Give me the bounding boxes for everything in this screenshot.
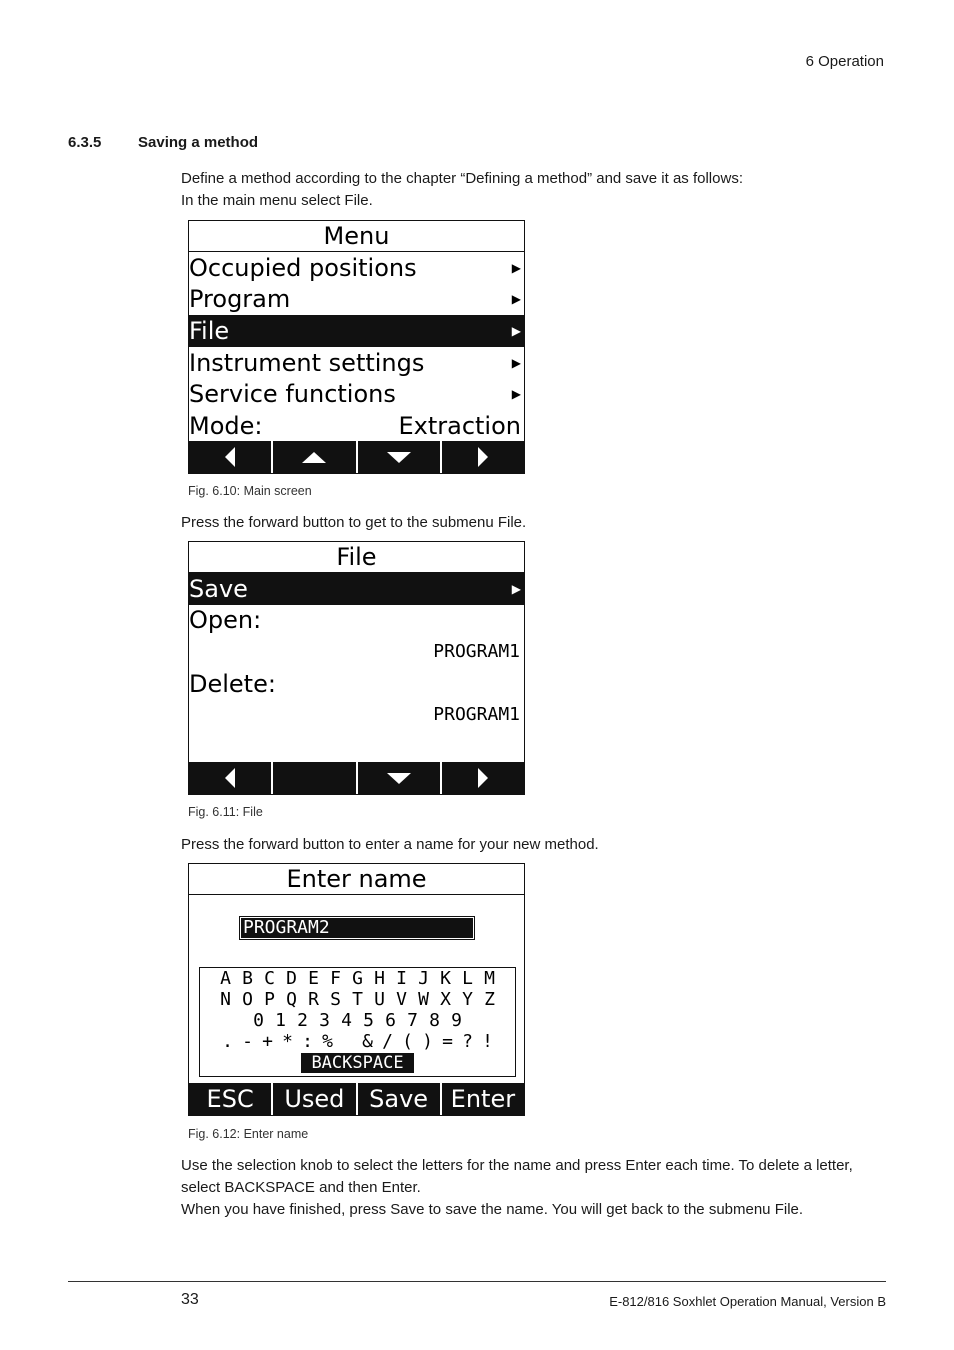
key[interactable]: P bbox=[264, 989, 275, 1010]
softkey-bar bbox=[189, 441, 524, 473]
key[interactable]: E bbox=[308, 968, 319, 989]
forward-button[interactable] bbox=[442, 762, 524, 794]
paragraph-select-file: In the main menu select File. bbox=[181, 192, 373, 209]
file-screen bbox=[188, 541, 525, 795]
forward-button[interactable] bbox=[442, 441, 524, 473]
key[interactable]: 1 bbox=[275, 1010, 286, 1031]
arrow-right-icon: ▶ bbox=[511, 355, 521, 370]
key[interactable]: 2 bbox=[297, 1010, 308, 1031]
keyboard-row-letters-1 bbox=[200, 968, 515, 989]
key[interactable]: G bbox=[352, 968, 363, 989]
arrow-right-icon: ▶ bbox=[511, 581, 521, 596]
key[interactable]: & bbox=[362, 1031, 373, 1052]
page-number: 33 bbox=[181, 1291, 199, 1308]
arrow-left-icon bbox=[225, 768, 235, 788]
key[interactable]: V bbox=[396, 989, 407, 1010]
key[interactable]: 4 bbox=[341, 1010, 352, 1031]
menu-item-program[interactable] bbox=[189, 284, 524, 316]
keyboard-row-letters-2 bbox=[200, 989, 515, 1010]
key[interactable]: - bbox=[242, 1031, 253, 1052]
chapter-header: 6 Operation bbox=[805, 53, 884, 70]
arrow-up-icon bbox=[302, 452, 326, 463]
key[interactable]: Z bbox=[484, 989, 495, 1010]
paragraph-forward-name: Press the forward button to enter a name for your new method. bbox=[181, 836, 599, 853]
key[interactable]: ) bbox=[422, 1031, 433, 1052]
section-number: 6.3.5 bbox=[68, 134, 102, 151]
delete-program-value: PROGRAM1 bbox=[433, 704, 520, 726]
enter-name-screen bbox=[188, 863, 525, 1116]
open-program-value: PROGRAM1 bbox=[433, 641, 520, 663]
enter-button[interactable]: Enter bbox=[450, 1085, 516, 1113]
menu-item-service-functions[interactable] bbox=[189, 378, 524, 410]
empty-softkey bbox=[273, 762, 357, 794]
file-item-open[interactable] bbox=[189, 605, 524, 637]
key[interactable]: B bbox=[242, 968, 253, 989]
key[interactable]: T bbox=[352, 989, 363, 1010]
key[interactable]: K bbox=[440, 968, 451, 989]
key[interactable]: 6 bbox=[385, 1010, 396, 1031]
softkey-bar bbox=[189, 762, 524, 794]
arrow-right-icon bbox=[478, 768, 488, 788]
mode-row bbox=[189, 410, 524, 442]
key[interactable]: . bbox=[222, 1031, 233, 1052]
key[interactable]: 8 bbox=[429, 1010, 440, 1031]
arrow-left-icon bbox=[225, 447, 235, 467]
menu-screen bbox=[188, 220, 525, 474]
file-item-label: Delete: bbox=[189, 669, 276, 698]
menu-item-label: Instrument settings bbox=[189, 348, 425, 377]
footer-rule bbox=[68, 1281, 886, 1282]
key[interactable]: A bbox=[220, 968, 231, 989]
figure-caption: Fig. 6.12: Enter name bbox=[188, 1127, 309, 1141]
esc-button[interactable]: ESC bbox=[189, 1083, 273, 1115]
key[interactable]: 5 bbox=[363, 1010, 374, 1031]
key[interactable]: 7 bbox=[407, 1010, 418, 1031]
key[interactable]: % bbox=[322, 1031, 333, 1052]
key[interactable]: * bbox=[282, 1031, 293, 1052]
paragraph-forward-file: Press the forward button to get to the submenu File. bbox=[181, 514, 527, 531]
menu-item-occupied-positions[interactable] bbox=[189, 252, 524, 284]
key[interactable]: = bbox=[442, 1031, 453, 1052]
key[interactable]: M bbox=[484, 968, 495, 989]
key[interactable]: L bbox=[462, 968, 473, 989]
arrow-right-icon: ▶ bbox=[511, 292, 521, 307]
used-button[interactable]: Used bbox=[273, 1083, 357, 1115]
key[interactable]: + bbox=[262, 1031, 273, 1052]
key[interactable]: W bbox=[418, 989, 429, 1010]
key[interactable]: 0 bbox=[253, 1010, 264, 1031]
mode-label: Mode: bbox=[189, 411, 263, 440]
key[interactable]: I bbox=[396, 968, 407, 989]
save-button[interactable]: Save bbox=[358, 1083, 442, 1115]
arrow-down-icon bbox=[387, 773, 411, 784]
key-space[interactable] bbox=[341, 1031, 355, 1052]
figure-caption: Fig. 6.10: Main screen bbox=[188, 484, 312, 498]
file-item-save[interactable] bbox=[189, 573, 524, 605]
menu-screen-title: Menu bbox=[189, 221, 524, 252]
file-item-delete[interactable] bbox=[189, 668, 524, 700]
section-title: Saving a method bbox=[138, 134, 259, 151]
file-screen-title: File bbox=[189, 542, 524, 573]
mode-value: Extraction bbox=[398, 411, 521, 440]
file-item-label: Save bbox=[189, 574, 248, 603]
menu-item-instrument-settings[interactable] bbox=[189, 347, 524, 379]
menu-item-label: Service functions bbox=[189, 380, 396, 409]
key[interactable]: J bbox=[418, 968, 429, 989]
keyboard-row-symbols bbox=[200, 1031, 515, 1052]
arrow-right-icon: ▶ bbox=[511, 260, 521, 275]
file-item-label: Open: bbox=[189, 606, 262, 635]
arrow-down-icon bbox=[387, 452, 411, 463]
down-button[interactable] bbox=[358, 441, 442, 473]
up-button[interactable] bbox=[273, 441, 357, 473]
figure-caption: Fig. 6.11: File bbox=[188, 805, 263, 819]
arrow-right-icon: ▶ bbox=[511, 323, 521, 338]
key[interactable]: ? bbox=[462, 1031, 473, 1052]
menu-item-label: Occupied positions bbox=[189, 253, 417, 282]
menu-item-label: File bbox=[189, 316, 230, 345]
menu-item-file[interactable] bbox=[189, 315, 524, 347]
key[interactable]: 3 bbox=[319, 1010, 330, 1031]
name-input-value: PROGRAM2 bbox=[241, 918, 473, 938]
paragraph-intro: Define a method according to the chapter “Defining a method” and save it as follows: bbox=[181, 170, 743, 187]
key[interactable]: Q bbox=[286, 989, 297, 1010]
key[interactable]: X bbox=[440, 989, 451, 1010]
paragraph-finish: When you have finished, press Save to save the name. You will get back to the submenu File. bbox=[181, 1201, 804, 1218]
name-input[interactable] bbox=[239, 916, 475, 940]
key[interactable]: : bbox=[302, 1031, 313, 1052]
key[interactable]: 9 bbox=[451, 1010, 462, 1031]
softkey-bar bbox=[189, 1083, 524, 1115]
key[interactable]: N bbox=[220, 989, 231, 1010]
arrow-right-icon bbox=[478, 447, 488, 467]
character-keyboard bbox=[199, 967, 516, 1077]
down-button[interactable] bbox=[358, 762, 442, 794]
key[interactable]: O bbox=[242, 989, 253, 1010]
key[interactable]: D bbox=[286, 968, 297, 989]
key[interactable]: H bbox=[374, 968, 385, 989]
key[interactable]: Y bbox=[462, 989, 473, 1010]
keyboard-row-digits bbox=[200, 1010, 515, 1031]
back-button[interactable] bbox=[189, 441, 273, 473]
paragraph-selection-knob: Use the selection knob to select the letters for the name and press Enter each time. To delete a letter, select BACKSPACE and then Enter. bbox=[181, 1157, 853, 1196]
key[interactable]: F bbox=[330, 968, 341, 989]
back-button[interactable] bbox=[189, 762, 273, 794]
arrow-right-icon: ▶ bbox=[511, 387, 521, 402]
manual-title: E-812/816 Soxhlet Operation Manual, Version B bbox=[609, 1294, 886, 1309]
menu-item-label: Program bbox=[189, 285, 291, 314]
key[interactable]: / bbox=[382, 1031, 393, 1052]
key[interactable]: C bbox=[264, 968, 275, 989]
backspace-key[interactable]: BACKSPACE bbox=[301, 1053, 413, 1073]
key[interactable]: U bbox=[374, 989, 385, 1010]
key[interactable]: R bbox=[308, 989, 319, 1010]
key[interactable]: ( bbox=[402, 1031, 413, 1052]
enter-name-title: Enter name bbox=[189, 864, 524, 895]
key[interactable]: S bbox=[330, 989, 341, 1010]
key[interactable]: ! bbox=[482, 1031, 493, 1052]
